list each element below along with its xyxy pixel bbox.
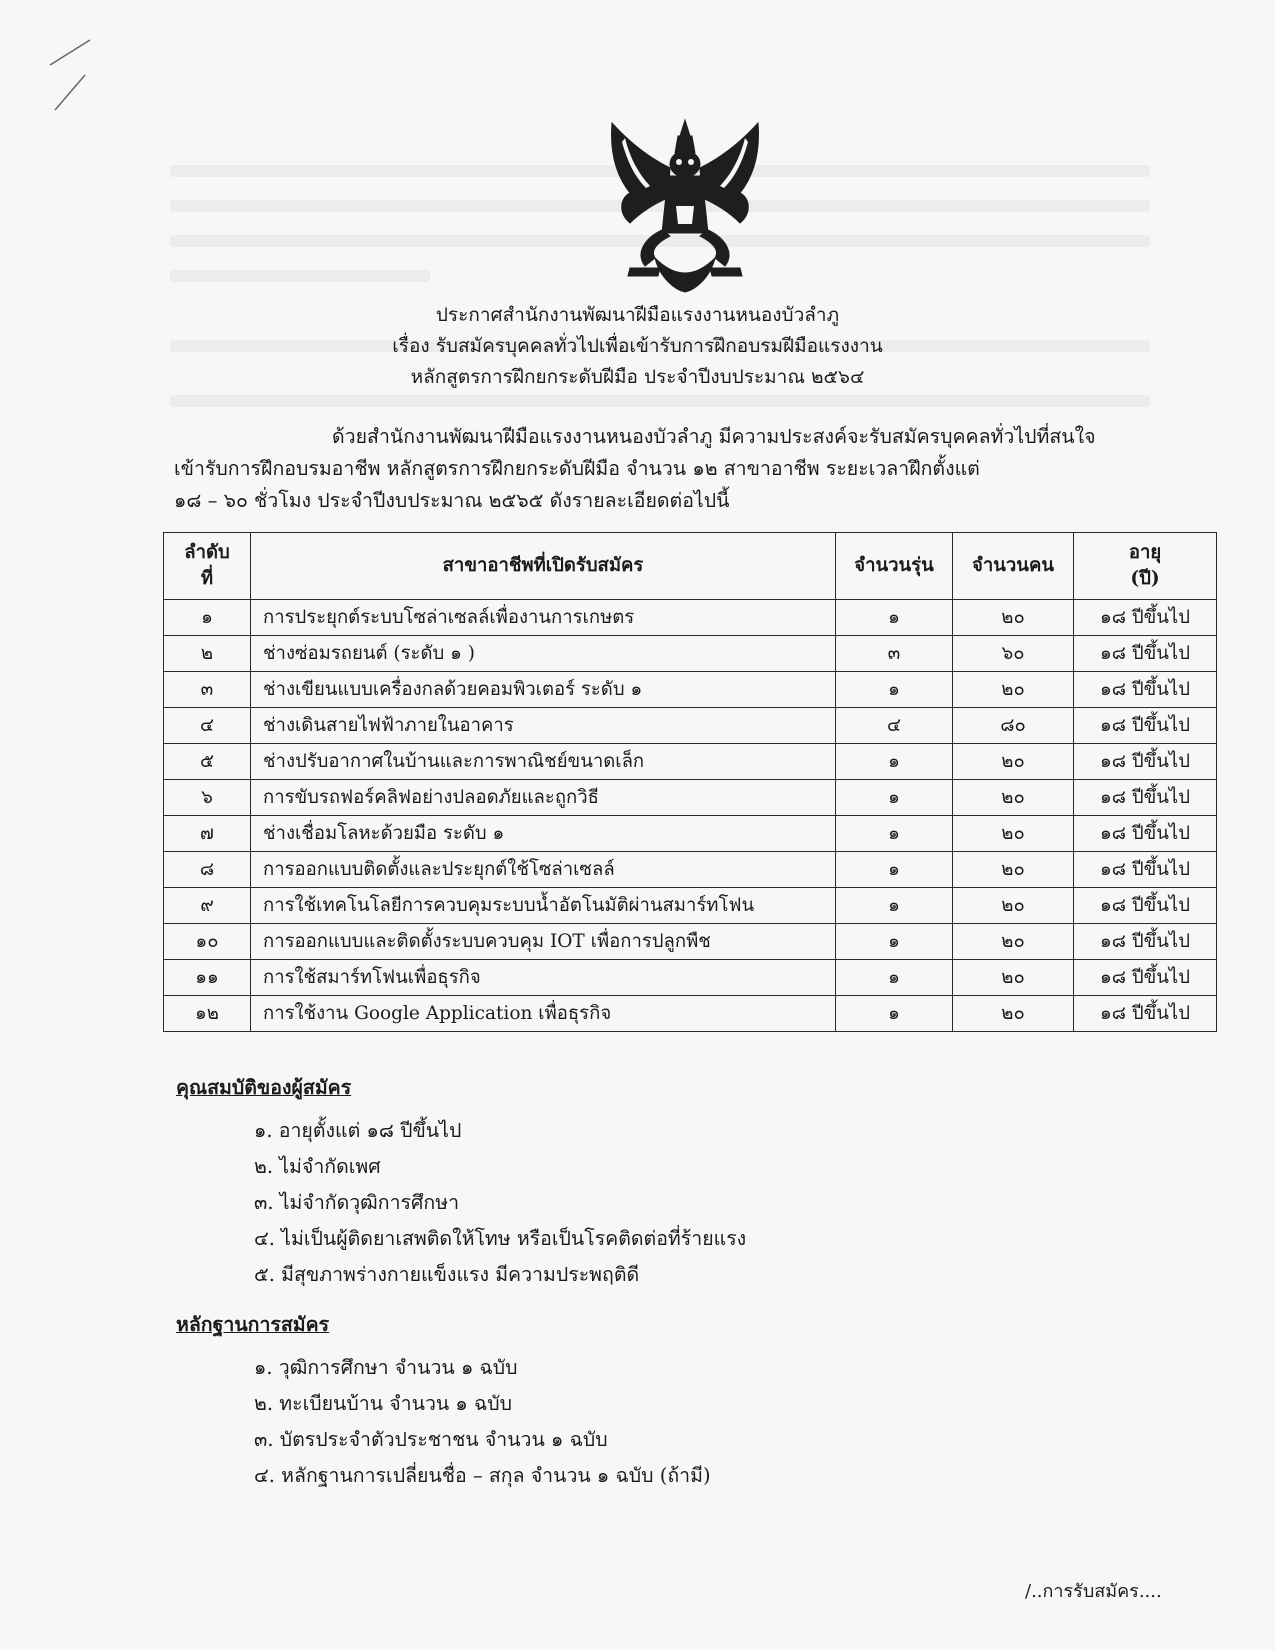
- table-header-row: [164, 533, 1217, 600]
- row-age: ๑๘ ปีขึ้นไป: [1074, 996, 1217, 1032]
- header-age: [1074, 533, 1217, 600]
- row-people: ๒๐: [953, 600, 1074, 636]
- intro-line-2: เข้ารับการฝึกอบรมอาชีพ หลักสูตรการฝึกยกระดับฝีมือ จำนวน ๑๒ สาขาอาชีพ ระยะเวลาฝึกตั้งแต่: [174, 457, 980, 480]
- row-batches: ๑: [836, 780, 953, 816]
- table-row: [164, 744, 1217, 780]
- row-no: ๑: [164, 600, 251, 636]
- row-people: ๒๐: [953, 924, 1074, 960]
- row-batches: ๑: [836, 672, 953, 708]
- list-item: ๓. บัตรประจำตัวประชาชน จำนวน ๑ ฉบับ: [254, 1428, 608, 1451]
- table-row: [164, 636, 1217, 672]
- list-item: ๔. หลักฐานการเปลี่ยนชื่อ – สกุล จำนวน ๑ ฉบับ (ถ้ามี): [254, 1464, 711, 1487]
- row-course-name: การขับรถฟอร์คลิฟอย่างปลอดภัยและถูกวิธี: [251, 780, 836, 816]
- row-people: ๘๐: [953, 708, 1074, 744]
- row-no: ๙: [164, 888, 251, 924]
- row-no: ๖: [164, 780, 251, 816]
- row-batches: ๑: [836, 924, 953, 960]
- heading-line-1: ประกาศสำนักงานพัฒนาฝีมือแรงงานหนองบัวลำภู: [435, 304, 840, 326]
- header-age-line-2: (ปี): [1130, 568, 1160, 589]
- row-people: ๒๐: [953, 888, 1074, 924]
- row-age: ๑๘ ปีขึ้นไป: [1074, 600, 1217, 636]
- row-age: ๑๘ ปีขึ้นไป: [1074, 744, 1217, 780]
- row-age: ๑๘ ปีขึ้นไป: [1074, 816, 1217, 852]
- row-batches: ๑: [836, 852, 953, 888]
- intro-line-3: ๑๘ – ๖๐ ชั่วโมง ประจำปีงบประมาณ ๒๕๖๕ ดังรายละเอียดต่อไปนี้: [174, 489, 730, 512]
- row-people: ๒๐: [953, 816, 1074, 852]
- list-item: ๔. ไม่เป็นผู้ติดยาเสพติดให้โทษ หรือเป็นโรคติดต่อที่ร้ายแรง: [254, 1227, 747, 1250]
- row-no: ๑๐: [164, 924, 251, 960]
- list-item: ๑. วุฒิการศึกษา จำนวน ๑ ฉบับ: [254, 1356, 518, 1379]
- list-item: ๕. มีสุขภาพร่างกายแข็งแรง มีความประพฤติดี: [254, 1263, 640, 1286]
- row-course-name: การออกแบบติดตั้งและประยุกต์ใช้โซล่าเซลล์: [251, 852, 836, 888]
- row-batches: ๑: [836, 600, 953, 636]
- list-item: ๒. ทะเบียนบ้าน จำนวน ๑ ฉบับ: [254, 1392, 513, 1415]
- row-course-name: ช่างเขียนแบบเครื่องกลด้วยคอมพิวเตอร์ ระดับ ๑: [251, 672, 836, 708]
- row-batches: ๓: [836, 636, 953, 672]
- qualifications-section: [176, 1073, 746, 1293]
- table-row: [164, 960, 1217, 996]
- list-item: ๓. ไม่จำกัดวุฒิการศึกษา: [254, 1191, 460, 1214]
- row-people: ๖๐: [953, 636, 1074, 672]
- row-batches: ๔: [836, 708, 953, 744]
- header-no-line-2: ที่: [200, 568, 214, 589]
- intro-paragraph: [174, 421, 1204, 517]
- bleed-through-line: [170, 395, 1150, 407]
- qualifications-list: [176, 1113, 746, 1293]
- course-table: [163, 532, 1217, 1032]
- table-row: [164, 708, 1217, 744]
- header-no-line-1: ลำดับ: [184, 542, 230, 563]
- row-age: ๑๘ ปีขึ้นไป: [1074, 960, 1217, 996]
- row-course-name: การใช้งาน Google Application เพื่อธุรกิจ: [251, 996, 836, 1032]
- intro-line-1: ด้วยสำนักงานพัฒนาฝีมือแรงงานหนองบัวลำภู มีความประสงค์จะรับสมัครบุคคลทั่วไปที่สนใจ: [332, 425, 1096, 448]
- row-age: ๑๘ ปีขึ้นไป: [1074, 708, 1217, 744]
- row-batches: ๑: [836, 816, 953, 852]
- row-course-name: ช่างเชื่อมโลหะด้วยมือ ระดับ ๑: [251, 816, 836, 852]
- row-people: ๒๐: [953, 996, 1074, 1032]
- table-row: [164, 600, 1217, 636]
- row-no: ๒: [164, 636, 251, 672]
- row-course-name: การใช้เทคโนโลยีการควบคุมระบบน้ำอัตโนมัติผ่านสมาร์ทโฟน: [251, 888, 836, 924]
- heading-line-3: หลักสูตรการฝึกยกระดับฝีมือ ประจำปีงบประมาณ ๒๕๖๔: [410, 366, 865, 388]
- garuda-emblem: [600, 118, 770, 293]
- row-people: ๒๐: [953, 960, 1074, 996]
- list-item: ๑. อายุตั้งแต่ ๑๘ ปีขึ้นไป: [254, 1119, 462, 1142]
- bleed-through-line: [170, 270, 430, 282]
- header-no: [164, 533, 251, 600]
- row-no: ๗: [164, 816, 251, 852]
- table-row: [164, 816, 1217, 852]
- header-age-line-1: อายุ: [1128, 542, 1162, 563]
- row-batches: ๑: [836, 960, 953, 996]
- documents-list: [176, 1350, 711, 1494]
- table-row: [164, 780, 1217, 816]
- row-batches: ๑: [836, 888, 953, 924]
- header-batches: จำนวนรุ่น: [836, 533, 953, 600]
- row-people: ๒๐: [953, 744, 1074, 780]
- scan-scratch-mark: [40, 35, 110, 115]
- row-no: ๑๒: [164, 996, 251, 1032]
- list-item: ๒. ไม่จำกัดเพศ: [254, 1155, 381, 1178]
- table-row: [164, 852, 1217, 888]
- row-course-name: การประยุกต์ระบบโซล่าเซลล์เพื่องานการเกษตร: [251, 600, 836, 636]
- documents-section: [176, 1310, 711, 1494]
- table-row: [164, 924, 1217, 960]
- row-course-name: ช่างซ่อมรถยนต์ (ระดับ ๑ ): [251, 636, 836, 672]
- qualifications-title: คุณสมบัติของผู้สมัคร: [176, 1076, 352, 1099]
- table-row: [164, 996, 1217, 1032]
- row-age: ๑๘ ปีขึ้นไป: [1074, 924, 1217, 960]
- row-no: ๔: [164, 708, 251, 744]
- row-course-name: การออกแบบและติดตั้งระบบควบคุม IOT เพื่อการปลูกพืช: [251, 924, 836, 960]
- row-age: ๑๘ ปีขึ้นไป: [1074, 636, 1217, 672]
- row-course-name: ช่างปรับอากาศในบ้านและการพาณิชย์ขนาดเล็ก: [251, 744, 836, 780]
- header-course: สาขาอาชีพที่เปิดรับสมัคร: [251, 533, 836, 600]
- row-no: ๑๑: [164, 960, 251, 996]
- header-people: จำนวนคน: [953, 533, 1074, 600]
- announcement-heading: [190, 300, 1085, 393]
- row-course-name: ช่างเดินสายไฟฟ้าภายในอาคาร: [251, 708, 836, 744]
- row-batches: ๑: [836, 744, 953, 780]
- row-people: ๒๐: [953, 852, 1074, 888]
- row-age: ๑๘ ปีขึ้นไป: [1074, 852, 1217, 888]
- row-age: ๑๘ ปีขึ้นไป: [1074, 888, 1217, 924]
- row-people: ๒๐: [953, 780, 1074, 816]
- row-batches: ๑: [836, 996, 953, 1032]
- row-no: ๕: [164, 744, 251, 780]
- row-no: ๓: [164, 672, 251, 708]
- table-row: [164, 672, 1217, 708]
- row-course-name: การใช้สมาร์ทโฟนเพื่อธุรกิจ: [251, 960, 836, 996]
- documents-title: หลักฐานการสมัคร: [176, 1313, 330, 1336]
- table-row: [164, 888, 1217, 924]
- row-age: ๑๘ ปีขึ้นไป: [1074, 780, 1217, 816]
- heading-line-2: เรื่อง รับสมัครบุคคลทั่วไปเพื่อเข้ารับการฝึกอบรมฝีมือแรงงาน: [392, 335, 883, 357]
- row-no: ๘: [164, 852, 251, 888]
- row-people: ๒๐: [953, 672, 1074, 708]
- row-age: ๑๘ ปีขึ้นไป: [1074, 672, 1217, 708]
- continuation-note: /..การรับสมัคร....: [1025, 1581, 1162, 1602]
